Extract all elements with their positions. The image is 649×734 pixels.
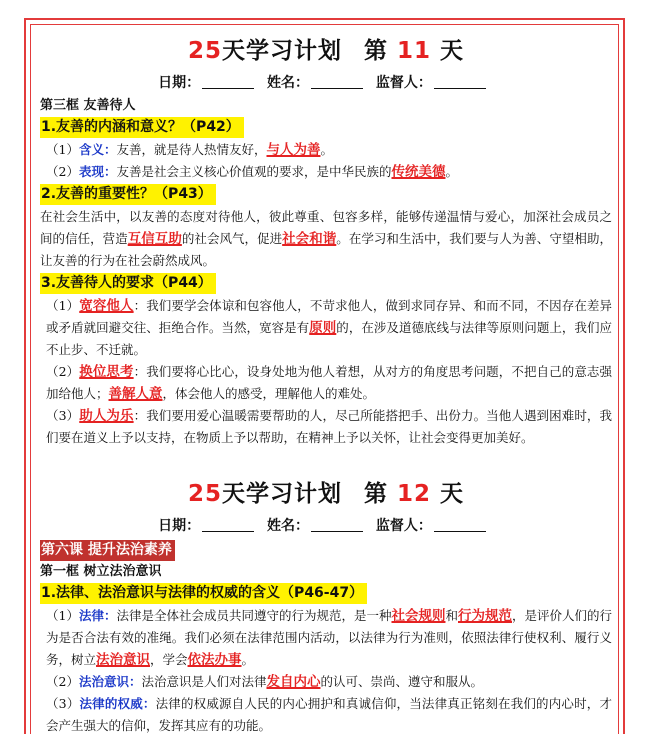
date-field[interactable] [202, 518, 254, 532]
day11-question-2: 2.友善的重要性？（P43） [40, 184, 216, 205]
supervisor-label: 监督人： [375, 518, 432, 534]
name-label: 姓名： [267, 75, 309, 91]
day11-title-day: 11 [397, 38, 432, 64]
day12-answer-1-1: （1）法律：法律是全体社会成员共同遵守的行为规范，是一种社会规则和行为规范，是评价人们的行为是否合法有效的准绳。我们必须在法律范围内活动，以法律为行为准则，依照法律行使权利、履行义务，树立法治意识，学会依法办事。 [46, 608, 613, 668]
day12-title-day: 12 [397, 481, 432, 507]
day12-lesson-heading: 第六课 提升法治素养 [40, 540, 175, 561]
day12-title-di: 第 [363, 481, 388, 507]
day11-answer-1-2: （2）表现：友善是社会主义核心价值观的要求，是中华民族的传统美德。 [46, 164, 458, 180]
day11-info-row [40, 70, 612, 96]
day11-title-di: 第 [363, 38, 388, 64]
name-field[interactable] [311, 75, 363, 89]
supervisor-label: 监督人： [375, 75, 432, 91]
supervisor-field[interactable] [434, 75, 486, 89]
name-label: 姓名： [267, 518, 309, 534]
day11-title-total: 25 [187, 38, 222, 64]
page-content [40, 28, 612, 734]
day11-title-tian: 天 [440, 38, 465, 64]
day12-title-total: 25 [187, 481, 222, 507]
date-label: 日期： [158, 518, 201, 534]
day12-info-row [40, 513, 612, 539]
date-field[interactable] [202, 75, 254, 89]
supervisor-field[interactable] [434, 518, 486, 532]
day11-title-text: 天学习计划 [221, 38, 342, 64]
day12-answer-1-3: （3）法律的权威：法律的权威源自人民的内心拥护和真诚信仰，当法律真正铭刻在我们的内心时，才会产生强大的信仰，发挥其应有的功能。 [46, 696, 612, 733]
day11-answer-3-3: （3）助人为乐：我们要用爱心温暖需要帮助的人，尽己所能搭把手、出份力。当他人遇到困难时，我们要在道义上予以支持，在物质上予以帮助，在精神上予以关怀，让社会变得更加美好。 [46, 408, 613, 445]
day11-answer-3-1: （1）宽容他人：我们要学会体谅和包容他人，不苛求他人，做到求同存异、和而不同，不因存在差异或矛盾就回避交往、拒绝合作。当然，宽容是有原则的，在涉及道德底线与法律等原则问题上，我们应不止步、不迁就。 [46, 298, 613, 357]
day12-answer-1-2: （2）法治意识：法治意识是人们对法律发自内心的认可、崇尚、遵守和服从。 [46, 674, 483, 690]
day11-answer-1-1: （1）含义：友善，就是待人热情友好，与人为善。 [46, 142, 333, 158]
day12-question-1: 1.法律、法治意识与法律的权威的含义（P46-47） [40, 583, 367, 604]
day11-frame-heading: 第三框 友善待人 [40, 98, 136, 113]
day11-title [40, 32, 612, 70]
day11-question-3: 3.友善待人的要求（P44） [40, 273, 216, 294]
name-field[interactable] [311, 518, 363, 532]
day11-question-1: 1.友善的内涵和意义？（P42） [40, 117, 244, 138]
day11-answer-3-2: （2）换位思考：我们要将心比心，设身处地为他人着想，从对方的角度思考问题，不把自己的意志强加给他人；善解人意，体会他人的感受，理解他人的难处。 [46, 364, 613, 402]
day11-answer-2: 在社会生活中，以友善的态度对待他人，彼此尊重、包容多样，能够传递温情与爱心，加深社会成员之间的信任，营造互信互助的社会风气，促进社会和谐。在学习和生活中，我们要与人为善、守望相助，让友善的行为在社会蔚然成风。 [40, 209, 612, 268]
day12-title [40, 475, 612, 513]
day12-title-text: 天学习计划 [221, 481, 342, 507]
day12-title-tian: 天 [440, 481, 465, 507]
day12-frame-heading: 第一框 树立法治意识 [40, 564, 162, 579]
date-label: 日期： [158, 75, 201, 91]
